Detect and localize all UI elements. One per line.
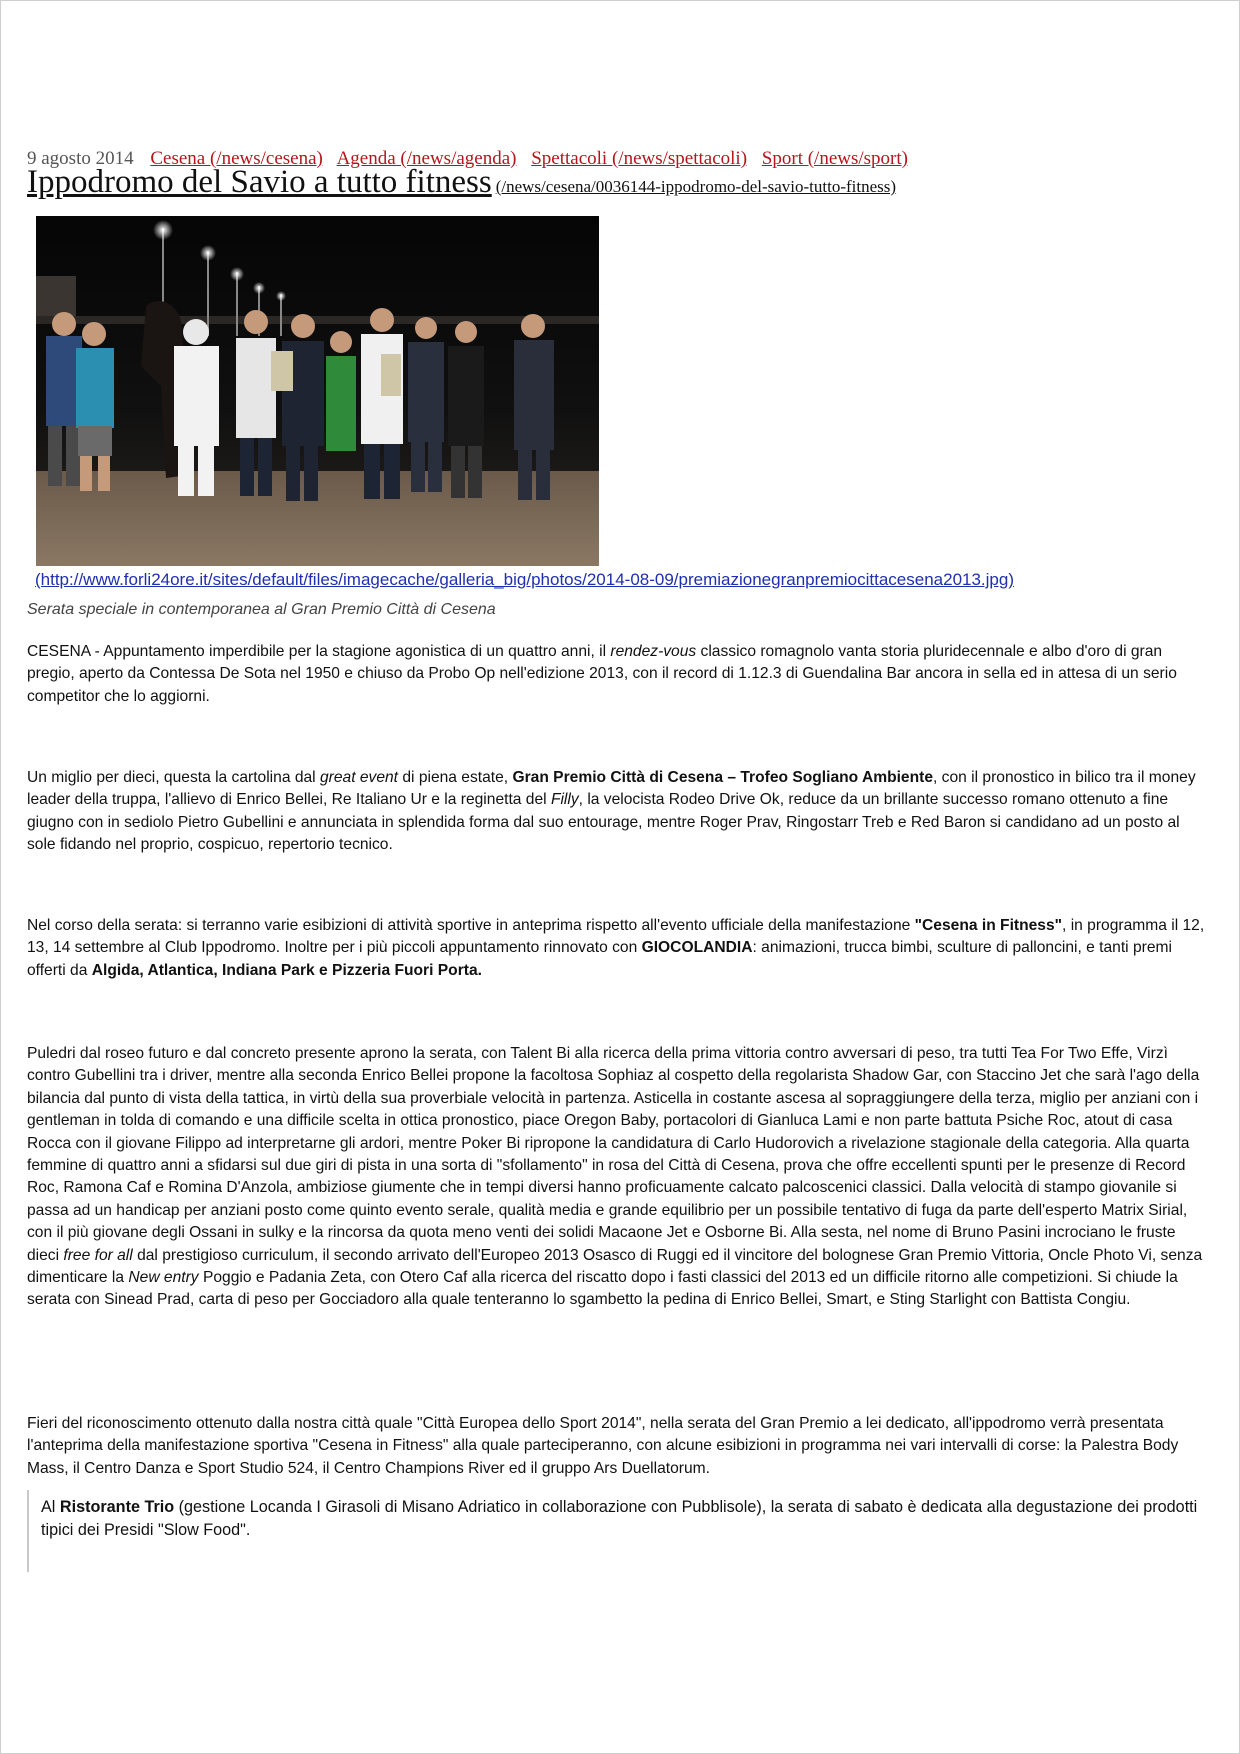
text-segment: (gestione Locanda I Girasoli di Misano Adriatico in collaborazione con Pubblisole), la serata di sabato è dedicata alla degustazione dei prodotti tipici dei Presidi "Slow Food". — [41, 1498, 1198, 1539]
category-link-cesena[interactable]: Cesena (/news/cesena) — [150, 148, 323, 169]
text-segment: Un miglio per dieci, questa la cartolina dal — [27, 769, 320, 786]
article-date: 9 agosto 2014 — [27, 148, 134, 169]
category-link-sport[interactable]: Sport (/news/sport) — [761, 148, 908, 169]
text-segment: Nel corso della serata: si terranno varie esibizioni di attività sportive in anteprima rispetto all'evento ufficiale della manifestazione — [27, 917, 915, 934]
text-segment-italic: great event — [319, 769, 399, 786]
text-segment-bold: Gran Premio Città di Cesena – Trofeo Sogliano Ambiente — [512, 769, 933, 786]
text-segment-bold: GIOCOLANDIA — [641, 939, 753, 957]
text-segment: Puledri dal roseo futuro e dal concreto presente aprono la serata, con Talent Bi alla ricerca della prima vittoria contro avversari di peso, tra tutti Tea For Two Effe, Virzì contro Gubellini tra i driver, mentre alla seconda Enrico Bellei propone la facoltosa Sophiaz al cospetto della regolarista Shadow Gar, con Staccino Jet che sarà l'ago della bilancia dal punto di vista della tattica, in virtù della sua proverbiale velocità in partenza. Asticella in costante ascesa al sopraggiungere della terza, miglio per anziani con i gentleman in tolda di comando e una difficile scelta in ottica pronostico, piace Oregon Baby, portacolori di Gianluca Lami e non parte battuta Psiche Roc, atout di casa Rocca con il giovane Filippo ad interpretarne gli ardori, mentre Poker Bi ripropone la candidatura di Carlo Hudorovich a rivelazione stagionale della categoria. Alla quarta femmine di quattro anni a sfidarsi sul due giri di pista in una sorta di "sfollamento" in rosa del Città di Cesena, prova che offre eccellenti spunti per le presenze di Record Roc, Ramona Caf e Romina D'Anzola, ambiziose giumente che in tempi diversi hanno proficuamente calcato palcoscenici classici. Dalla velocità di stampo giovanile si passa ad un handicap per anziani posto come quinto evento serale, qualità media e grande equilibrio per un possibile tentativo di fuga da parte dell'esperto Matrix Sirial, con il più giovane degli Ossani in sulky e la rincorsa da quota meno venti dei solidi Macaone Jet e Osborne Bi. Alla sesta, nel nome di Bruno Pasini incrociano le fruste dieci — [27, 1045, 1200, 1264]
article-headline[interactable] — [27, 164, 1227, 201]
text-segment: , la velocista Rodeo Drive Ok, reduce da un brillante successo romano ottenuto a fine giugno con in sediolo Pietro Gubellini e annunciata in splendida forma dal suo entourage, mentre Roger Prav, Ringostarr Treb e Red Baron si candidano ad un posto al sole fidando nel proprio, cospicuo, repertorio tecnico. — [27, 791, 1180, 854]
text-segment: CESENA - Appuntamento imperdibile per la stagione agonistica di un quattro anni, il — [27, 643, 611, 660]
category-link-spettacoli[interactable]: Spettacoli (/news/spettacoli) — [531, 148, 748, 169]
article-title-url[interactable]: (/news/cesena/0036144-ippodromo-del-savio-tutto-fitness) — [495, 177, 897, 196]
text-segment: di piena estate, — [398, 769, 513, 786]
text-segment: classico romagnolo vanta storia pluridecennale e albo d'oro di gran pregio, aperto da Contessa De Sota nel 1950 e chiuso da Probo Op nell'edizione 2013, con il record di 1.12.3 di Guendalina Bar ancora in sella ed in attesa di un serio competitor che lo aggiorni. — [27, 643, 1177, 705]
text-segment: Al — [41, 1498, 60, 1516]
text-segment-bold: Ristorante Trio — [59, 1498, 175, 1516]
paragraph-race-program — [27, 1043, 1207, 1312]
text-segment-italic: New entry — [128, 1269, 199, 1287]
text-segment-italic: free for all — [63, 1246, 133, 1264]
text-segment: , in programma il 12, 13, 14 settembre al Club Ippodromo. Inoltre per i più piccoli appuntamento rinnovato con — [27, 917, 1205, 957]
text-segment-italic: rendez-vous — [610, 643, 697, 660]
text-segment-bold: "Cesena in Fitness" — [914, 917, 1063, 934]
photo-caption: Serata speciale in contemporanea al Gran Premio Città di Cesena — [27, 601, 496, 618]
article-photo[interactable] — [36, 216, 599, 566]
paragraph-fitness — [27, 915, 1207, 982]
award-ceremony-photo — [36, 216, 599, 566]
paragraph-restaurant — [41, 1496, 1211, 1542]
text-segment-bold: Algida, Atlantica, Indiana Park e Pizzeria Fuori Porta. — [91, 961, 482, 979]
category-link-agenda[interactable]: Agenda (/news/agenda) — [336, 148, 517, 169]
text-segment: , con il pronostico in bilico tra il money leader della truppa, l'allievo di Enrico Bellei, Re Italiano Ur e la reginetta del — [27, 769, 1196, 809]
paragraph-european-city-sport: Fieri del riconoscimento ottenuto dalla nostra città quale "Città Europea dello Sport 2014", nella serata del Gran Premio a lei dedicato, all'ippodromo verrà presentata l'anteprima della manifestazione sportiva "Cesena in Fitness" alla quale parteciperanno, con alcune esibizioni in programma nei vari intervalli di corse: la Palestra Body Mass, il Centro Danza e Sport Studio 524, il Centro Champions River ed il gruppo Ars Duellatorum. — [27, 1415, 1179, 1477]
text-segment: : animazioni, trucca bimbi, sculture di palloncini, e tanti premi offerti da — [27, 939, 1172, 979]
text-segment: dal prestigioso curriculum, il secondo arrivato dell'Europeo 2013 Osasco di Ruggi ed il vincitore del bolognese Gran Premio Vittoria, Oncle Photo Vi, senza dimenticare la — [27, 1246, 1203, 1287]
restaurant-note-block — [27, 1490, 1217, 1572]
photo-source-link[interactable]: (http://www.forli24ore.it/sites/default/files/imagecache/galleria_big/photos/2014-08-09/premiazionegranpremiocittacesena2013.jpg) — [35, 570, 1015, 589]
paragraph-gran-premio — [27, 767, 1207, 857]
paragraph-intro — [27, 641, 1207, 708]
text-segment-italic: Filly — [550, 791, 579, 809]
text-segment: Poggio e Padania Zeta, con Otero Caf alla ricerca del riscatto dopo i fasti classici del 2013 ed un difficile ritorno alle competizioni. Si chiude la serata con Sinead Prad, carta di peso per Gocciadoro alla quale tenteranno lo sgambetto la pedina di Enrico Bellei, Smart, e Sting Starlight con Battista Congiu. — [27, 1269, 1178, 1309]
article-title[interactable]: Ippodromo del Savio a tutto fitness — [27, 164, 492, 200]
